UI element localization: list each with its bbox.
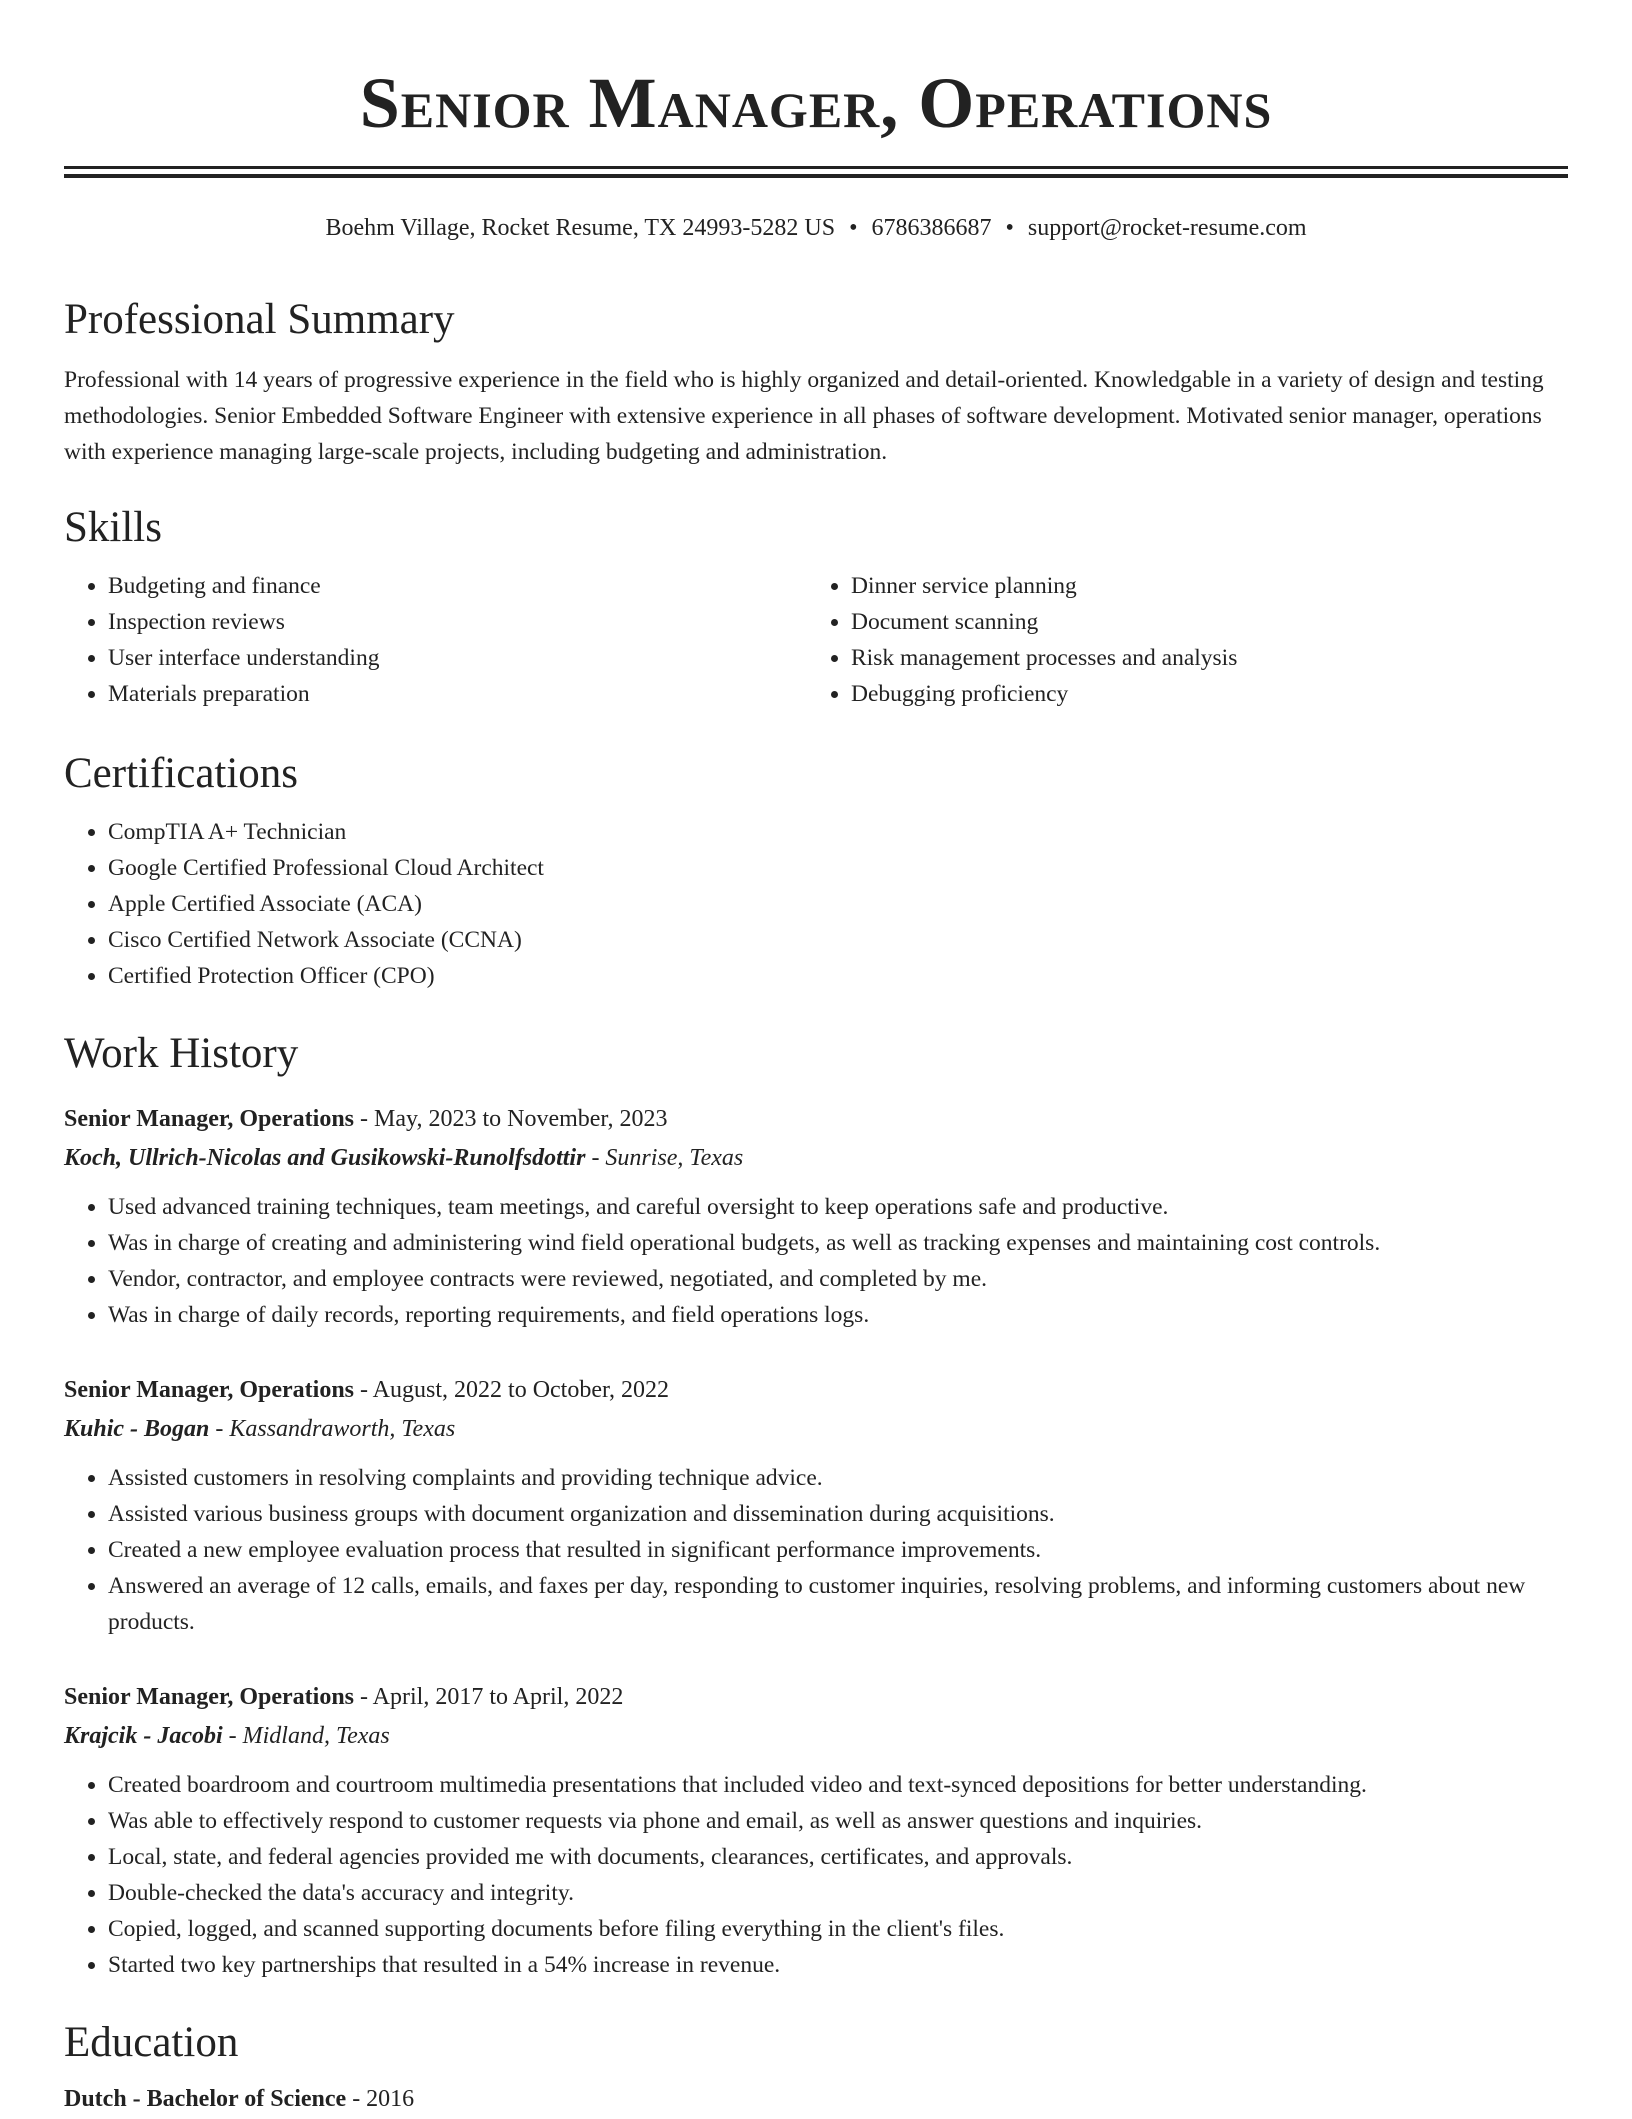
- section-title-skills: Skills: [64, 504, 162, 551]
- job-heading: [64, 1370, 1568, 1410]
- summary-section: [64, 292, 1568, 470]
- list-item: • Created boardroom and courtroom multimedia presentations that included video and text-synced depositions for better understanding.: [108, 1767, 1568, 1803]
- list-item: • Cisco Certified Network Associate (CCNA): [108, 922, 1568, 958]
- list-item: • Assisted customers in resolving complaints and providing technique advice.: [108, 1460, 1568, 1496]
- contact-email: support@rocket-resume.com: [1027, 215, 1307, 241]
- list-item: • Used advanced training techniques, team meetings, and careful oversight to keep operations safe and productive.: [108, 1189, 1568, 1225]
- list-item: • Apple Certified Associate (ACA): [108, 886, 1568, 922]
- list-item: • Google Certified Professional Cloud Architect: [108, 850, 1568, 886]
- job-bullets: [64, 1189, 1568, 1333]
- skills-column-left: [64, 568, 807, 712]
- job-title: Senior Manager, Operations: [64, 1106, 355, 1132]
- job-dates: - August, 2022 to October, 2022: [354, 1377, 670, 1403]
- skills-list-left: [64, 568, 807, 712]
- certifications-section: [64, 746, 1568, 994]
- job-dates: - May, 2023 to November, 2023: [354, 1106, 668, 1132]
- resume-name: Senior Manager, Operations: [359, 63, 1273, 143]
- skills-columns: [64, 568, 1568, 712]
- list-item: • Started two key partnerships that resulted in a 54% increase in revenue.: [108, 1947, 1568, 1983]
- job-company: Kuhic - Bogan: [64, 1416, 210, 1442]
- section-title-certifications: Certifications: [64, 750, 299, 797]
- contact-separator: •: [1005, 215, 1014, 241]
- job-heading: [64, 1099, 1568, 1139]
- skills-list-right: [807, 568, 1550, 712]
- contact-line: [64, 212, 1568, 244]
- summary-text: Professional with 14 years of progressive experience in the field who is highly organized and detail-oriented. Knowledgable in a variety of design and testing methodologies. Senior Embedded Software Engineer with extensive experience in all phases of software development. Motivated senior manager, operations with experience managing large-scale projects, including budgeting and administration.: [64, 367, 1544, 465]
- certifications-list: [64, 814, 1568, 994]
- job-title: Senior Manager, Operations: [64, 1684, 355, 1710]
- section-title-education: Education: [64, 2019, 239, 2066]
- job-bullets: [64, 1460, 1568, 1640]
- skills-section: [64, 500, 1568, 712]
- list-item: • Vendor, contractor, and employee contracts were reviewed, negotiated, and completed by me.: [108, 1261, 1568, 1297]
- list-item: • Assisted various business groups with document organization and dissemination during acquisitions.: [108, 1496, 1568, 1532]
- list-item: • Created a new employee evaluation process that resulted in significant performance improvements.: [108, 1532, 1568, 1568]
- list-item: • Answered an average of 12 calls, emails, and faxes per day, responding to customer inquiries, resolving problems, and informing customers about new products.: [108, 1568, 1568, 1640]
- list-item: • Dinner service planning: [851, 568, 1550, 604]
- list-item: • Risk management processes and analysis: [851, 640, 1550, 676]
- list-item: • Was in charge of creating and administering wind field operational budgets, as well as tracking expenses and maintaining cost controls.: [108, 1225, 1568, 1261]
- job-company-line: [64, 1410, 1568, 1448]
- list-item: • Copied, logged, and scanned supporting documents before filing everything in the client's files.: [108, 1911, 1568, 1947]
- list-item: • Double-checked the data's accuracy and integrity.: [108, 1875, 1568, 1911]
- job-company: Koch, Ullrich-Nicolas and Gusikowski-Runolfsdottir: [64, 1145, 586, 1171]
- education-year: - 2016: [346, 2086, 415, 2112]
- section-title-work-history: Work History: [64, 1030, 299, 1077]
- job-location: - Midland, Texas: [222, 1723, 390, 1749]
- list-item: • Document scanning: [851, 604, 1550, 640]
- contact-separator: •: [849, 215, 858, 241]
- contact-address: Boehm Village, Rocket Resume, TX 24993-5282 US: [325, 215, 836, 241]
- list-item: • CompTIA A+ Technician: [108, 814, 1568, 850]
- job-company-line: [64, 1717, 1568, 1755]
- list-item: • Debugging proficiency: [851, 676, 1550, 712]
- list-item: • User interface understanding: [108, 640, 807, 676]
- list-item: • Was in charge of daily records, reporting requirements, and field operations logs.: [108, 1297, 1568, 1333]
- job-entry: [64, 1370, 1568, 1640]
- job-entry: [64, 1677, 1568, 1983]
- education-entry: [64, 2079, 1568, 2119]
- section-title-summary: Professional Summary: [64, 296, 455, 343]
- contact-phone: 6786386687: [871, 215, 992, 241]
- job-company-line: [64, 1139, 1568, 1177]
- job-company: Krajcik - Jacobi: [64, 1723, 223, 1749]
- skills-column-right: [807, 568, 1550, 712]
- job-location: - Sunrise, Texas: [585, 1145, 744, 1171]
- job-title: Senior Manager, Operations: [64, 1377, 355, 1403]
- list-item: • Was able to effectively respond to customer requests via phone and email, as well as answer questions and inquiries.: [108, 1803, 1568, 1839]
- job-bullets: [64, 1767, 1568, 1983]
- list-item: • Materials preparation: [108, 676, 807, 712]
- list-item: • Budgeting and finance: [108, 568, 807, 604]
- education-degree: Dutch - Bachelor of Science: [64, 2086, 347, 2112]
- job-entry: [64, 1099, 1568, 1333]
- job-location: - Kassandraworth, Texas: [209, 1416, 456, 1442]
- job-dates: - April, 2017 to April, 2022: [354, 1684, 624, 1710]
- header-divider: [64, 166, 1568, 178]
- work-history-section: [64, 1026, 1568, 1082]
- job-heading: [64, 1677, 1568, 1717]
- education-section: [64, 2015, 1568, 2119]
- list-item: • Local, state, and federal agencies provided me with documents, clearances, certificates, and approvals.: [108, 1839, 1568, 1875]
- list-item: • Certified Protection Officer (CPO): [108, 958, 1568, 994]
- list-item: • Inspection reviews: [108, 604, 807, 640]
